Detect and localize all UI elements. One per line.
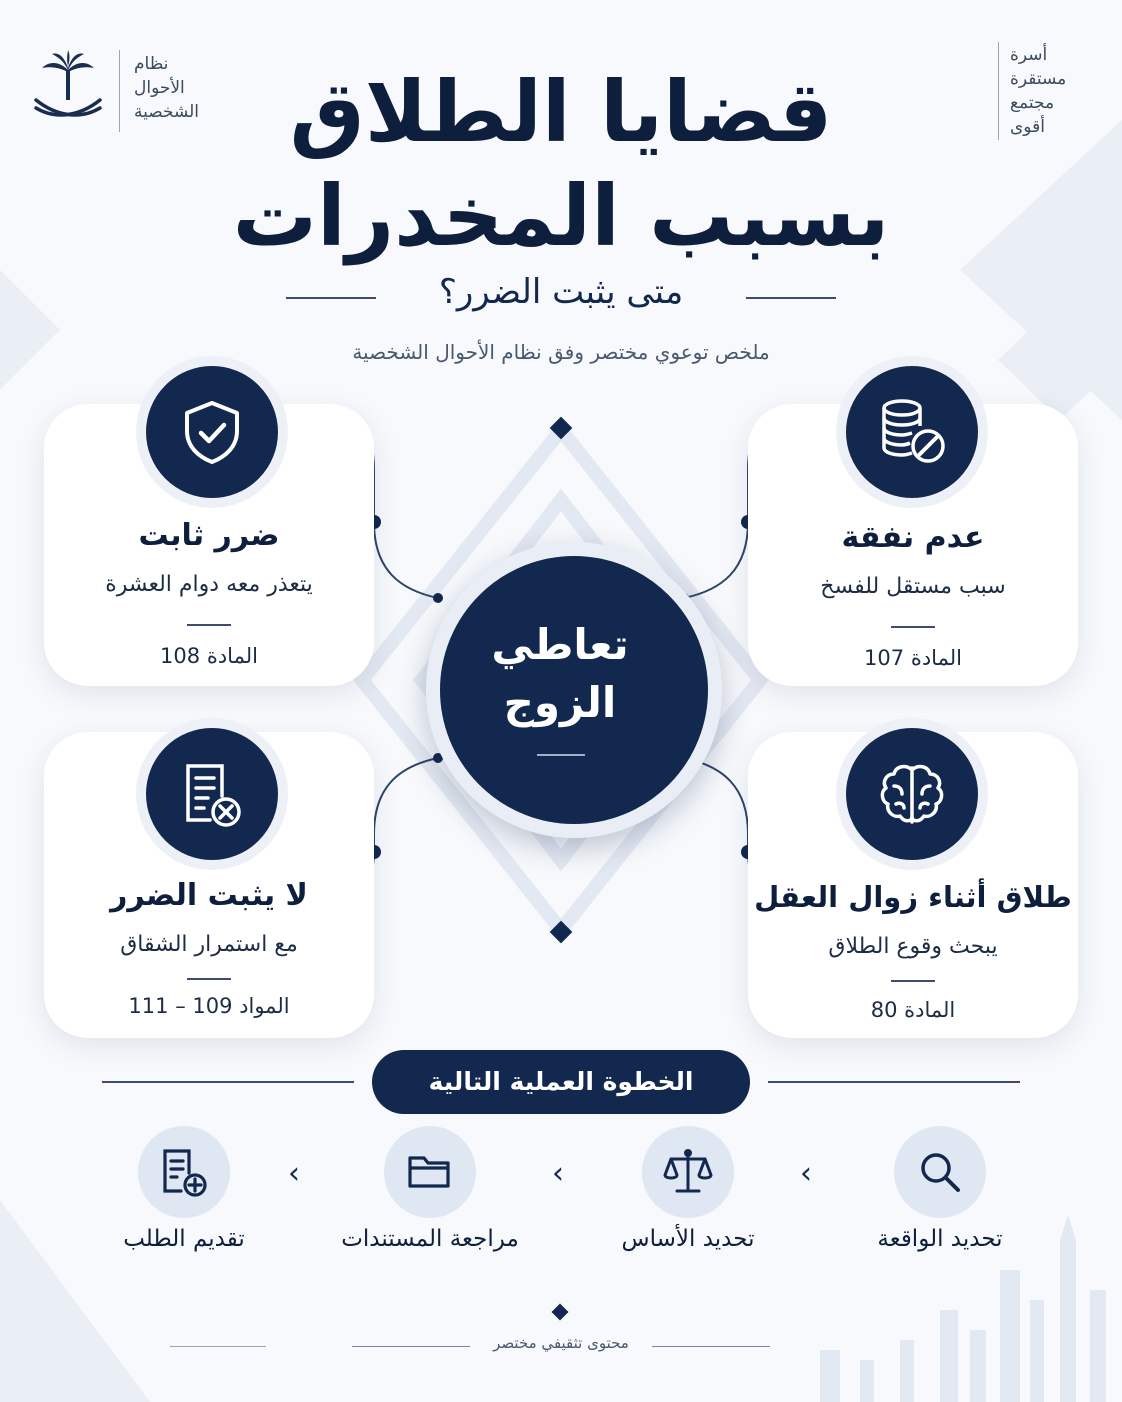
chevron-left-icon: ‹ [552, 1156, 564, 1191]
step-icon-circle [642, 1126, 734, 1218]
card-article: المادة 107 [864, 646, 962, 670]
summary-note: ملخص توعوي مختصر وفق نظام الأحوال الشخصية [352, 340, 770, 364]
card-divider [891, 980, 935, 982]
card-icon-circle [136, 718, 288, 870]
brand-line: الشخصية [134, 102, 200, 122]
step-label: مراجعة المستندات [341, 1226, 519, 1252]
step-icon-circle [384, 1126, 476, 1218]
next-step-rule-right [768, 1081, 1020, 1083]
page-title-line2: بسبب المخدرات [232, 167, 890, 265]
card-description: يتعذر معه دوام العشرة [105, 572, 313, 597]
brand-line: مجتمع [1010, 93, 1055, 113]
card-description: يبحث وقوع الطلاق [828, 934, 998, 959]
card-title: لا يثبت الضرر [110, 878, 308, 913]
card-article: المادة 80 [870, 998, 956, 1022]
card-title: ضرر ثابت [138, 518, 280, 553]
card-divider [891, 626, 935, 628]
document-plus-icon [157, 1145, 211, 1199]
card-title: طلاق أثناء زوال العقل [754, 880, 1072, 914]
brand-line: أقوى [1010, 117, 1045, 137]
step-icon-circle [138, 1126, 230, 1218]
card-description: مع استمرار الشقاق [120, 932, 298, 957]
card-divider [187, 624, 231, 626]
card-icon-circle [836, 718, 988, 870]
brand-line: الأحوال [134, 78, 185, 98]
subtitle-question: متى يثبت الضرر؟ [438, 272, 684, 312]
brand-line: نظام [134, 54, 169, 74]
coins-ban-icon [872, 392, 952, 472]
step-icon-circle [894, 1126, 986, 1218]
step-label: تحديد الواقعة [877, 1226, 1003, 1252]
center-topic-rule [537, 754, 585, 756]
chevron-left-icon: ‹ [800, 1156, 812, 1191]
document-x-icon [174, 756, 250, 832]
step-label: تقديم الطلب [123, 1226, 245, 1252]
shield-check-icon [177, 397, 247, 467]
search-icon [916, 1148, 964, 1196]
card-article: المادة 108 [160, 644, 258, 668]
card-description: سبب مستقل للفسخ [820, 574, 1006, 599]
card-icon-circle [136, 356, 288, 508]
footer-note: محتوى تثقيفي مختصر [493, 1334, 629, 1352]
next-step-rule-left [102, 1081, 354, 1083]
brand-line: مستقرة [1010, 69, 1067, 89]
folder-icon [404, 1146, 456, 1198]
step-label: تحديد الأساس [621, 1226, 755, 1252]
card-article: المواد 109 – 111 [128, 994, 290, 1018]
scales-icon [661, 1145, 715, 1199]
center-topic-line2: الزوج [503, 678, 617, 727]
card-icon-circle [836, 356, 988, 508]
brain-icon [874, 756, 950, 832]
center-topic-line1: تعاطي [491, 620, 629, 669]
card-divider [187, 978, 231, 980]
next-step-label: الخطوة العملية التالية [372, 1050, 750, 1114]
chevron-left-icon: ‹ [288, 1156, 300, 1191]
page-title-line1: قضايا الطلاق [289, 63, 833, 161]
card-title: عدم نفقة [841, 520, 985, 555]
brand-line: أسرة [1010, 45, 1048, 65]
